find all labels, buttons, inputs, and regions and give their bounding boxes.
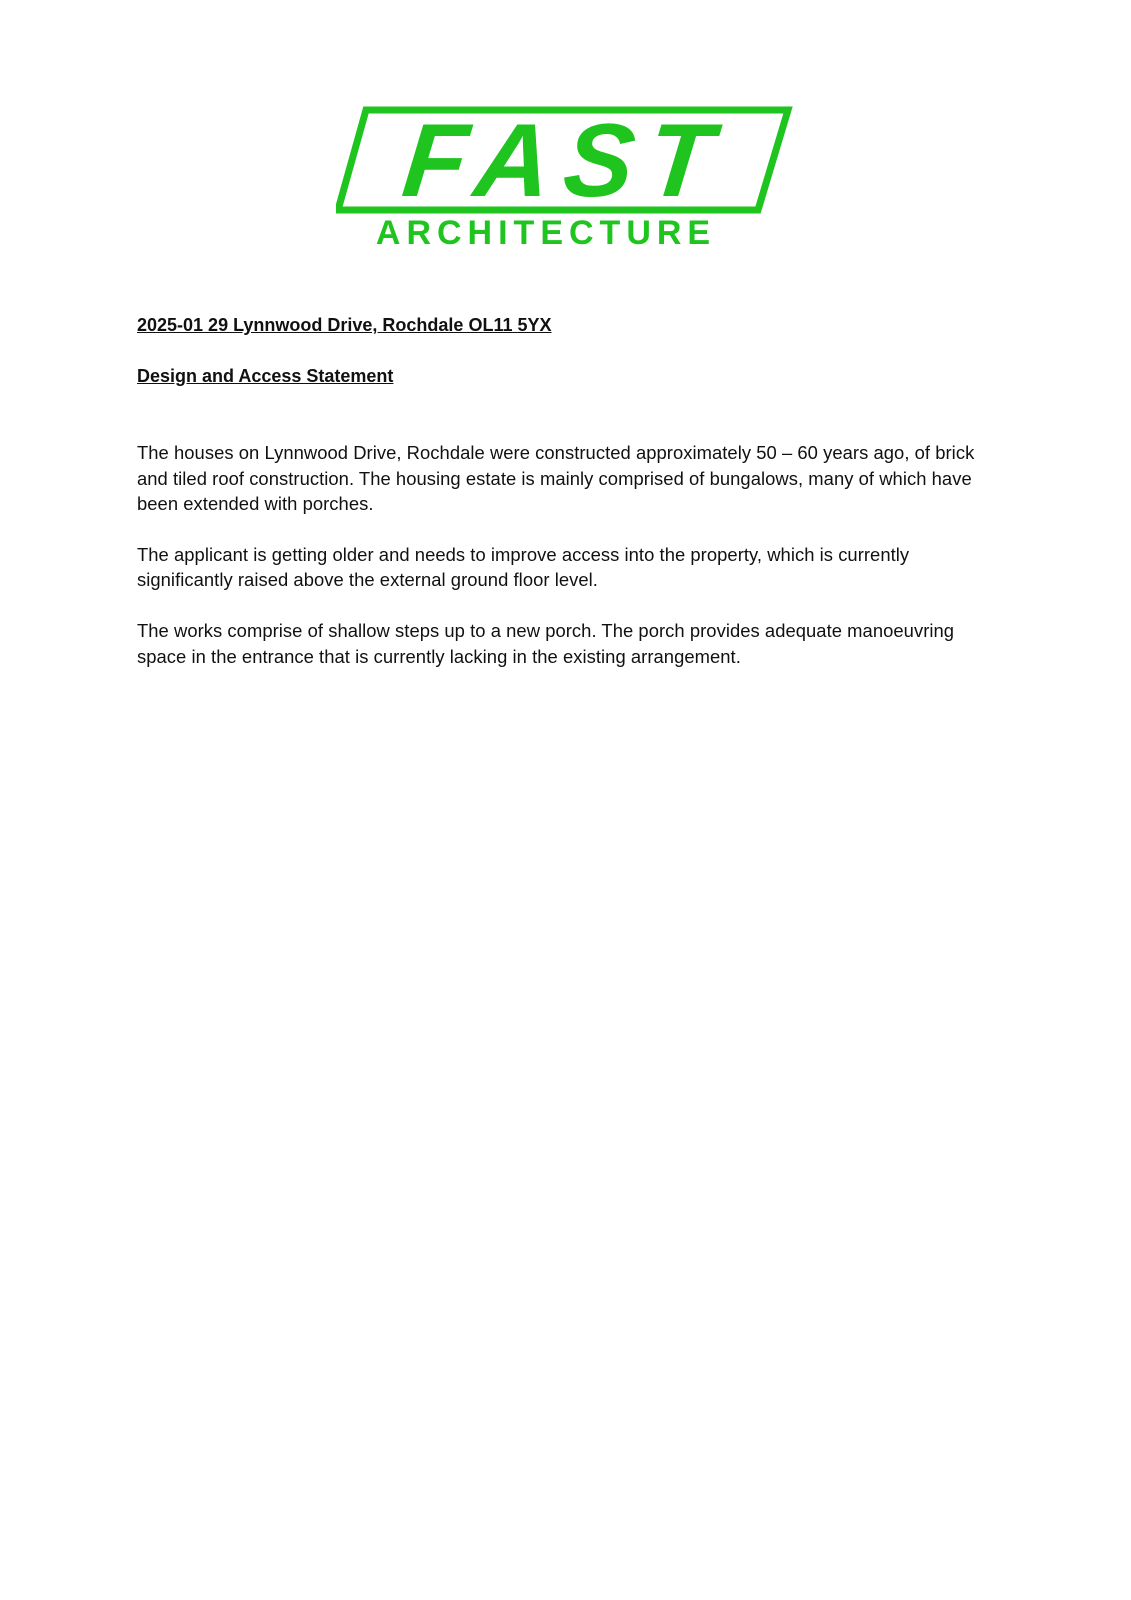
paragraph-works: The works comprise of shallow steps up to a new porch. The porch provides adequate manoeuvring space in the entrance that is currently lacking in the existing arrangement. bbox=[137, 619, 955, 667]
document-title: Design and Access Statement bbox=[137, 366, 394, 386]
logo-brand-text: FAST bbox=[397, 103, 732, 219]
paragraph-context: The houses on Lynnwood Drive, Rochdale were constructed approximately 50 – 60 years ago, of brick and tiled roof construction. The housing estate is mainly comprised of bungalows, many of which have been extended with porches. bbox=[137, 442, 975, 515]
logo-subtitle-text: ARCHITECTURE bbox=[375, 214, 717, 252]
document-body bbox=[137, 312, 1007, 694]
company-logo bbox=[336, 92, 796, 262]
address-heading: 2025-01 29 Lynnwood Drive, Rochdale OL11 5YX bbox=[137, 315, 552, 335]
fast-architecture-logo bbox=[336, 92, 796, 262]
paragraph-need: The applicant is getting older and needs to improve access into the property, which is currently significantly raised above the external ground floor level. bbox=[137, 543, 910, 591]
